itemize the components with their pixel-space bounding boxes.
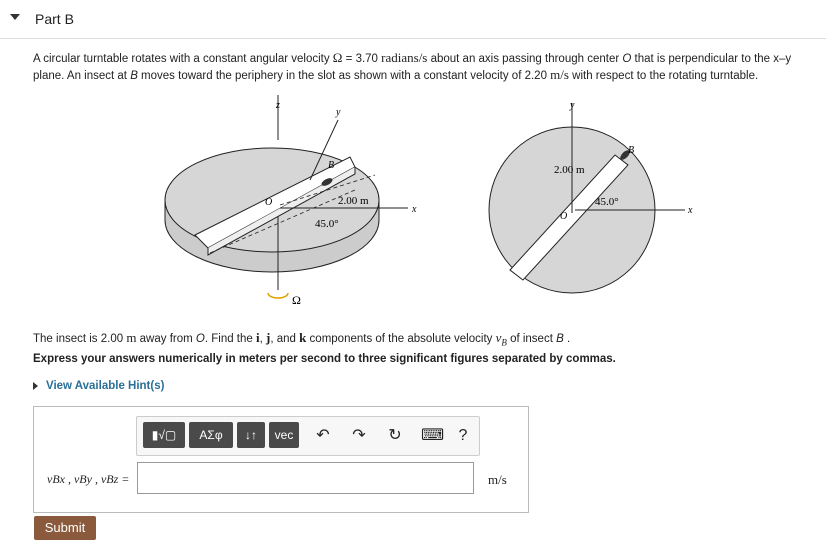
point-o-label: O — [265, 197, 273, 208]
vector-button[interactable]: vec — [269, 422, 299, 448]
collapse-caret-icon[interactable] — [10, 14, 20, 20]
distance-label: 2.00 m — [338, 195, 369, 207]
top-axis-y-label: y — [570, 100, 575, 111]
answer-instructions: Express your answers numerically in meters per second to three significant figures separated by commas. — [33, 353, 616, 365]
symbols-button[interactable]: ΑΣφ — [189, 422, 233, 448]
top-point-o-label: O — [560, 211, 568, 222]
help-icon[interactable]: ? — [458, 427, 468, 444]
hint-caret-icon — [33, 382, 38, 390]
omega-label: Ω — [292, 293, 301, 307]
angle-label: 45.0° — [315, 218, 339, 230]
problem-statement: A circular turntable rotates with a constant angular velocity Ω = 3.70 radians/s about an axis passing through center O that is perpendicular to the x–y plane. An insect at B moves toward the periphery in the slot as shown with a constant velocity of 2.20 m/s with respect to the rotating turntable. — [33, 50, 792, 82]
part-title: Part B — [35, 11, 74, 27]
unit-label: m/s — [488, 472, 507, 487]
axis-z-label: z — [276, 100, 280, 111]
top-axis-x-label: x — [688, 205, 693, 216]
view-hints-link[interactable]: View Available Hint(s) — [33, 380, 164, 392]
submit-button[interactable]: Submit — [34, 516, 96, 540]
turntable-figure — [150, 95, 710, 320]
answer-label: vBx , vBy , vBz = — [47, 472, 130, 486]
undo-icon[interactable]: ↶ — [316, 427, 330, 444]
top-point-b-label: B — [628, 145, 635, 156]
point-b-label: B — [328, 160, 335, 171]
arrows-button[interactable]: ↓↑ — [237, 422, 265, 448]
redo-icon[interactable]: ↷ — [352, 427, 366, 444]
turntable-3d-view — [165, 95, 417, 307]
axis-x-label: x — [412, 204, 417, 215]
keyboard-icon[interactable]: ⌨ — [421, 427, 445, 444]
templates-button[interactable]: ▮√▢ — [143, 422, 185, 448]
answer-input[interactable] — [137, 462, 474, 494]
question-text: The insect is 2.00 m away from O. Find the i, j, and k components of the absolute velocity $v_B$ of insect B . — [33, 330, 571, 348]
axis-y-label: y — [336, 107, 341, 118]
top-distance-label: 2.00 m — [554, 164, 585, 176]
equation-toolbar — [136, 416, 480, 456]
turntable-top-view — [489, 100, 693, 293]
reset-icon[interactable]: ↻ — [388, 427, 402, 444]
part-header[interactable] — [0, 0, 826, 39]
top-angle-label: 45.0° — [595, 196, 619, 208]
